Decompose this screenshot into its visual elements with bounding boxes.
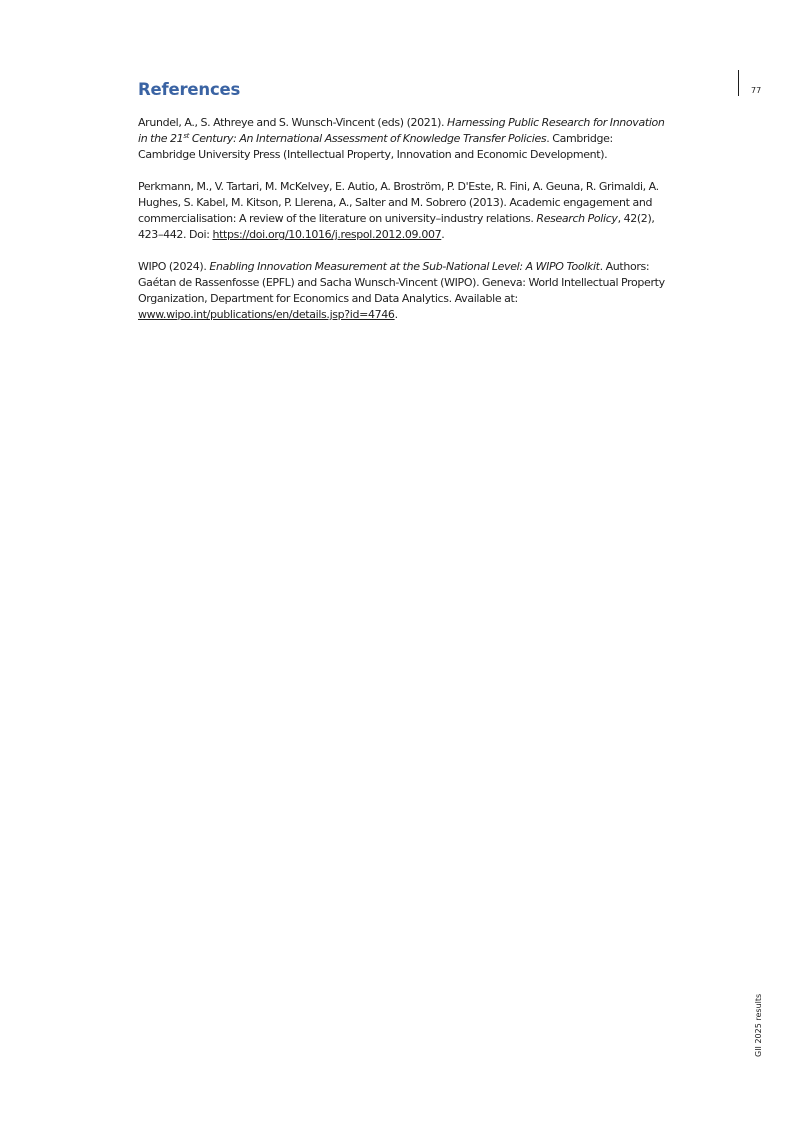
header-rule <box>738 70 739 96</box>
reference-publisher: . Cambridge: Cambridge University Press (Intellectual Property, Innovation and Economic Development). <box>138 132 613 161</box>
reference-title: Harnessing Public Research for Innovation in the 21st Century: An International Assessment of Knowledge Transfer Policies <box>138 116 665 145</box>
reference-item <box>138 115 668 163</box>
reference-list <box>138 115 668 339</box>
reference-details: . Authors: Gaétan de Rassenfosse (EPFL) and Sacha Wunsch-Vincent (WIPO). Geneva: World Intellectual Property Organization, Department for Economics and Data Analytics. Available at: <box>138 260 665 305</box>
section-heading: References <box>138 80 241 99</box>
reference-details: , 42(2), 423–442. Doi: <box>138 212 655 241</box>
reference-title: Enabling Innovation Measurement at the Sub-National Level: A WIPO Toolkit <box>209 260 600 273</box>
superscript: st <box>183 132 190 140</box>
reference-item: WIPO (2024). Enabling Innovation Measurement at the Sub-National Level: A WIPO Toolkit. Authors: Gaétan de Rassenfosse (EPFL) and Sacha Wunsch-Vincent (WIPO). Geneva: World Intellectual Property Organization, Department for Economics and Data Analytics. Available at: www.wipo.int/publications/en/details.jsp?id=4746. <box>138 260 665 321</box>
wipo-link[interactable]: www.wipo.int/publications/en/details.jsp?id=4746 <box>138 308 395 321</box>
reference-authors: WIPO (2024). <box>138 260 210 273</box>
reference-authors: Arundel, A., S. Athreye and S. Wunsch-Vincent (eds) (2021). <box>138 116 448 129</box>
page-number: 77 <box>751 86 762 95</box>
reference-authors: Perkmann, M., V. Tartari, M. McKelvey, E. Autio, A. Broström, P. D'Este, R. Fini, A. Geuna, R. Grimaldi, A. Hughes, S. Kabel, M. Kitson, P. Llerena, A., Salter and M. Sobrero (2013). Academic engagement and commercialisation: A review of the literature on university–industry relations. <box>138 180 659 225</box>
reference-item: Perkmann, M., V. Tartari, M. McKelvey, E. Autio, A. Broström, P. D'Este, R. Fini, A. Geuna, R. Grimaldi, A. Hughes, S. Kabel, M. Kitson, P. Llerena, A., Salter and M. Sobrero (2013). Academic engagement and commercialisation: A review of the literature on university–industry relations. Research Policy, 42(2), 423–442. Doi: https://doi.org/10.1016/j.respol.2012.09.007. <box>138 180 659 241</box>
reference-journal: Research Policy <box>536 212 618 225</box>
running-footer-label: GII 2025 results <box>754 993 763 1057</box>
doi-link[interactable]: https://doi.org/10.1016/j.respol.2012.09.007 <box>212 228 442 241</box>
